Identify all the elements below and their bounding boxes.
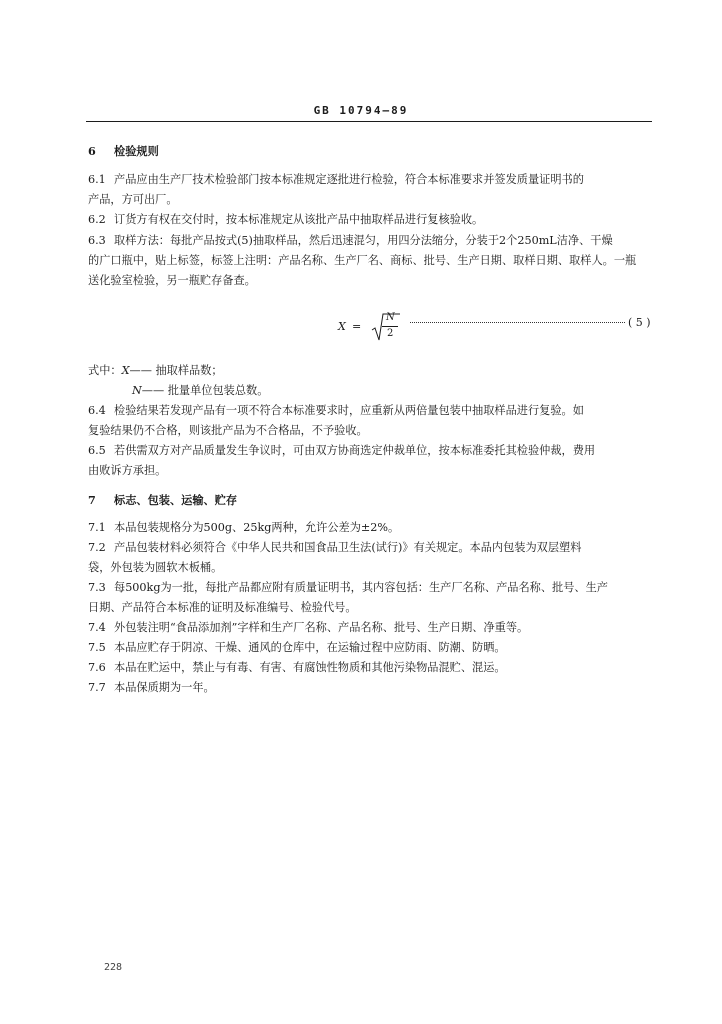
clause-number: 7.7	[88, 681, 106, 694]
clause-number: 7.4	[88, 621, 106, 634]
clause-6-1	[88, 170, 654, 190]
section-6-heading	[88, 141, 654, 161]
clause-7-2-cont: 袋，外包装为圆软木板桶。	[88, 561, 223, 574]
clause-6-3	[88, 231, 654, 251]
clause-number: 6.4	[88, 404, 106, 417]
formula-lhs: X	[338, 320, 346, 333]
square-root-icon	[370, 312, 400, 342]
clause-7-4	[88, 618, 654, 638]
clause-number: 7.2	[88, 541, 106, 554]
fraction-bar	[382, 326, 398, 327]
clause-text: 产品包装材料必须符合《中华人民共和国食品卫生法(试行)》有关规定。本品内包装为双层塑料	[114, 541, 582, 554]
clause-text: 本品保质期为一年。	[114, 681, 215, 694]
clause-text: 若供需双方对产品质量发生争议时，可由双方协商选定仲裁单位，按本标准委托其检验仲裁，费用	[114, 444, 596, 457]
clause-7-3-cont: 日期、产品符合本标准的证明及标准编号、检验代号。	[88, 601, 357, 614]
clause-text: 每500kg为一批，每批产品都应附有质量证明书，其内容包括：生产厂名称、产品名称、批号、生产	[114, 581, 608, 594]
clause-7-5	[88, 638, 654, 658]
clause-7-7	[88, 678, 654, 698]
clause-text: 本品应贮存于阴凉、干燥、通风的仓库中，在运输过程中应防雨、防潮、防晒。	[114, 641, 506, 654]
leader-dots	[410, 322, 625, 323]
clause-number: 7.1	[88, 521, 106, 534]
clause-number: 6.2	[88, 213, 106, 226]
clause-6-3-cont2: 送化验室检验，另一瓶贮存备查。	[88, 274, 256, 287]
where-n-symbol: N	[132, 384, 142, 397]
formula-equation-number: ( 5 )	[628, 316, 651, 329]
clause-6-1-cont: 产品，方可出厂。	[88, 193, 178, 206]
section-6-title: 检验规则	[114, 144, 159, 158]
clause-7-6	[88, 658, 654, 678]
clause-number: 7.6	[88, 661, 106, 674]
section-7-heading	[88, 490, 654, 510]
formula-equals: =	[352, 320, 362, 333]
section-7-number: 7	[88, 493, 96, 507]
clause-6-4-cont: 复验结果仍不合格，则该批产品为不合格品，不予验收。	[88, 424, 368, 437]
clause-number: 6.3	[88, 234, 106, 247]
page-number: 228	[104, 962, 123, 973]
clause-7-3	[88, 578, 654, 598]
section-6-number: 6	[88, 144, 96, 158]
where-n	[132, 381, 698, 401]
formula-denominator: 2	[387, 328, 394, 339]
clause-6-2	[88, 210, 654, 230]
where-prefix: 式中：	[88, 364, 122, 377]
clause-text: 本品在贮运中，禁止与有毒、有害、有腐蚀性物质和其他污染物品混贮、混运。	[114, 661, 506, 674]
clause-number: 7.3	[88, 581, 106, 594]
clause-number: 6.1	[88, 173, 106, 186]
where-x	[88, 361, 654, 381]
where-n-description: —— 批量单位包装总数。	[141, 384, 269, 397]
clause-6-4	[88, 401, 654, 421]
clause-7-1	[88, 518, 654, 538]
clause-text: 检验结果若发现产品有一项不符合本标准要求时，应重新从两倍量包装中抽取样品进行复验。如	[114, 404, 584, 417]
document-header: GB 10794—89	[313, 104, 409, 117]
clause-6-5-cont: 由败诉方承担。	[88, 464, 167, 477]
clause-text: 取样方法：每批产品按式(5)抽取样品，然后迅速混匀，用四分法缩分，分装于2个250mL洁净、干燥	[114, 234, 613, 247]
clause-text: 订货方有权在交付时，按本标准规定从该批产品中抽取样品进行复核验收。	[114, 213, 484, 226]
clause-number: 6.5	[88, 444, 106, 457]
section-7-title: 标志、包装、运输、贮存	[114, 493, 238, 507]
formula-5	[338, 312, 658, 342]
clause-7-2	[88, 538, 654, 558]
clause-number: 7.5	[88, 641, 106, 654]
clause-text: 产品应由生产厂技术检验部门按本标准规定逐批进行检验，符合本标准要求并签发质量证明书的	[114, 173, 584, 186]
clause-6-3-cont1: 的广口瓶中，贴上标签，标签上注明：产品名称、生产厂名、商标、批号、生产日期、取样日期、取样人。一瓶	[88, 254, 637, 267]
clause-text: 外包装注明“食品添加剂”字样和生产厂名称、产品名称、批号、生产日期、净重等。	[114, 621, 529, 634]
clause-6-5	[88, 441, 654, 461]
formula-numerator: N	[386, 312, 395, 323]
clause-text: 本品包装规格分为500g、25kg两种，允许公差为±2%。	[114, 521, 400, 534]
where-x-description: —— 抽取样品数；	[129, 364, 223, 377]
where-x-symbol: X	[121, 364, 130, 377]
header-rule	[86, 121, 652, 122]
